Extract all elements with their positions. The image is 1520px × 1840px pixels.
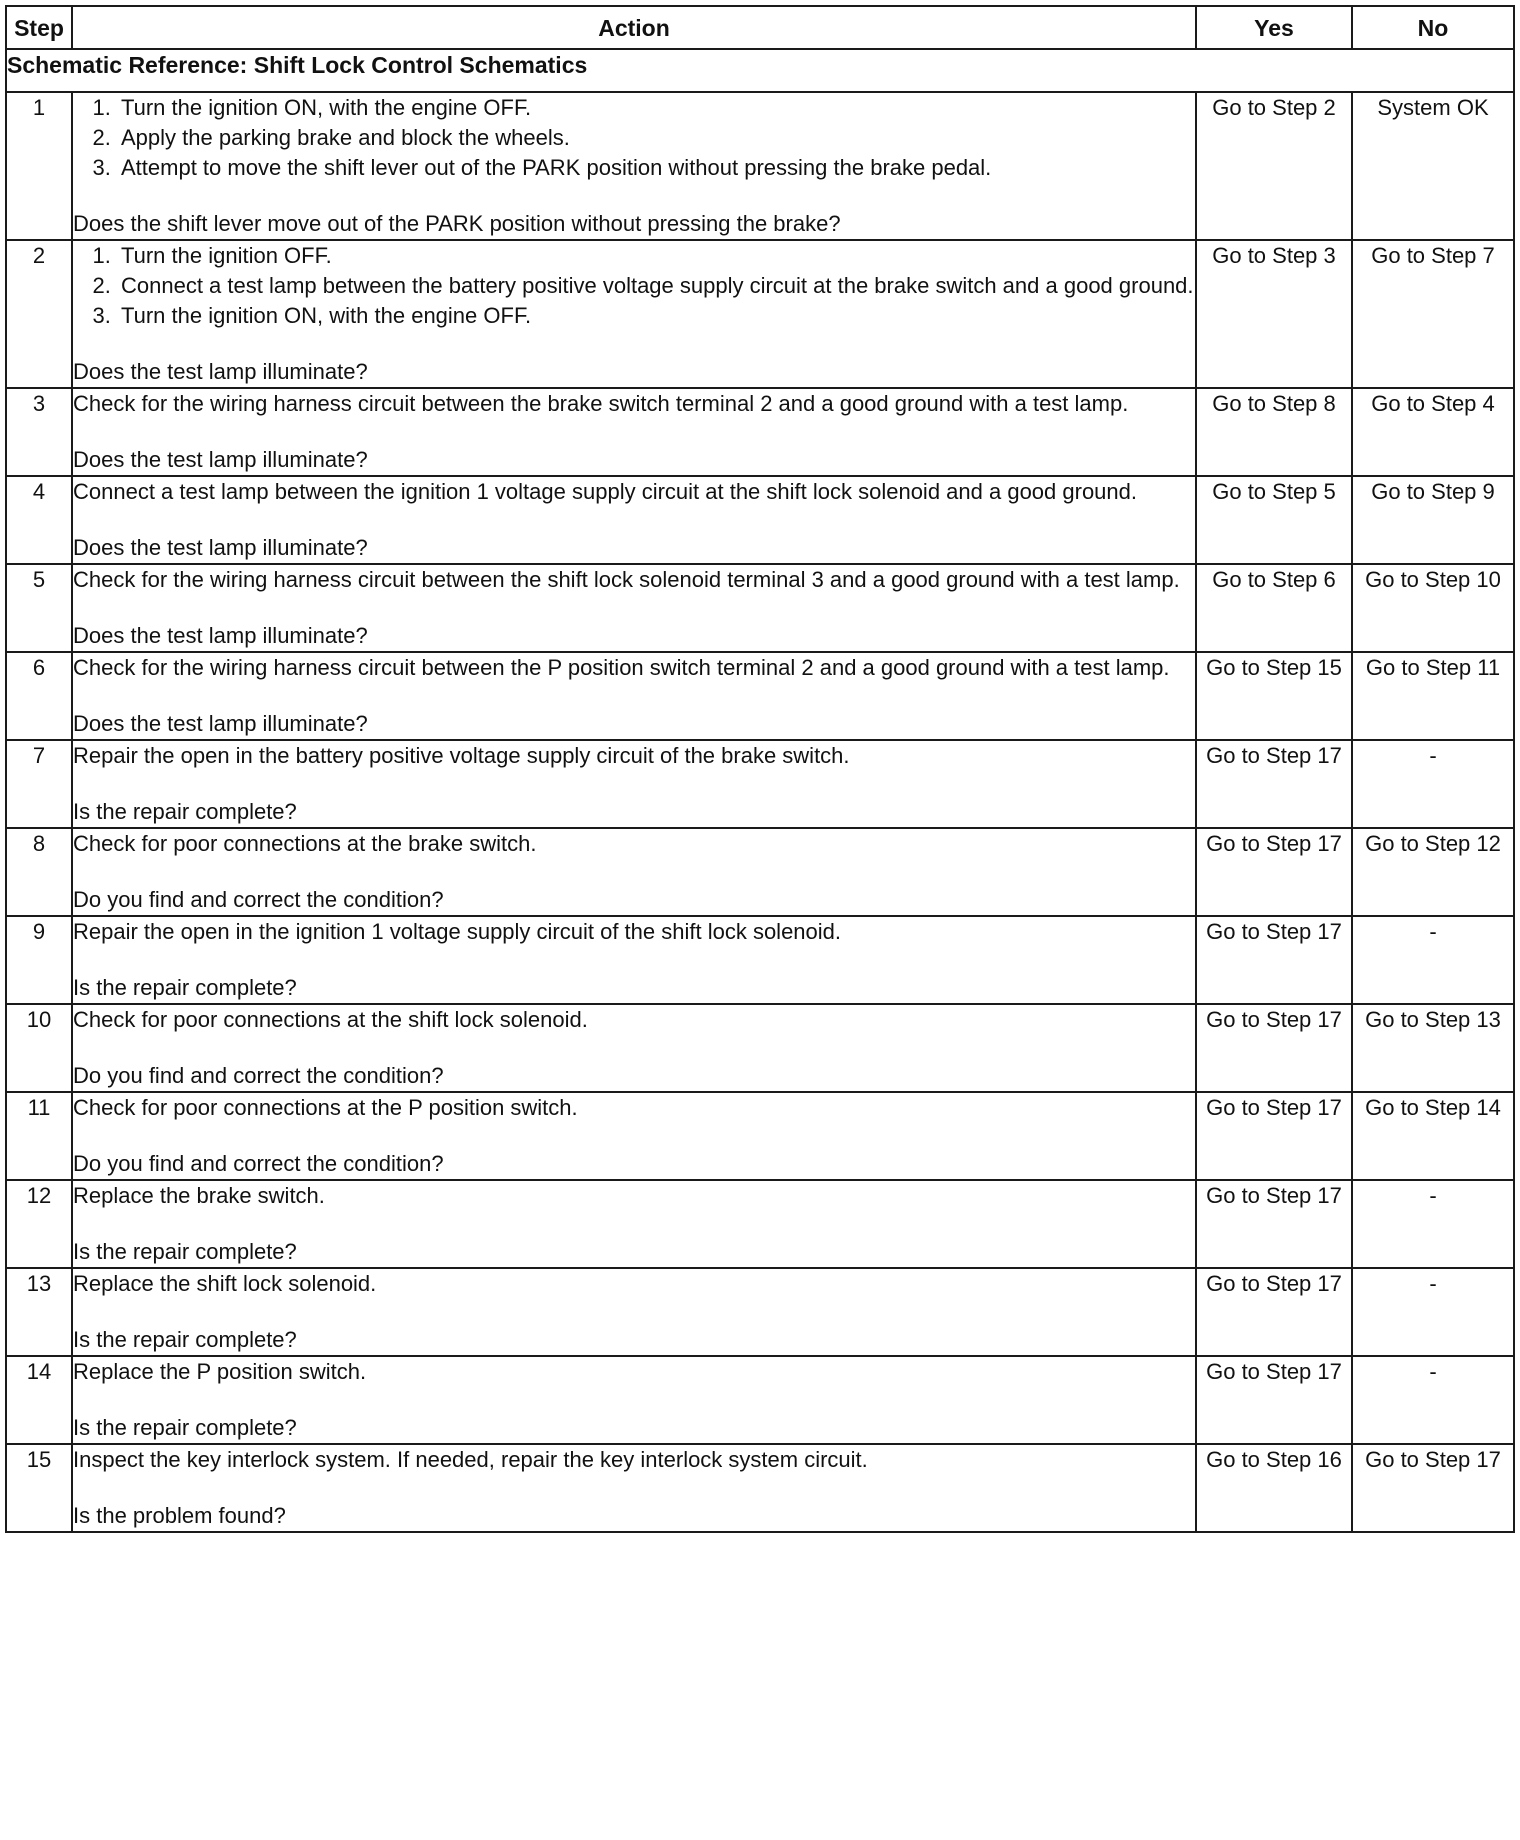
no-result: Go to Step 10 (1352, 564, 1514, 652)
step-number: 6 (6, 652, 72, 740)
action-question: Does the test lamp illuminate? (73, 447, 368, 472)
yes-result: Go to Step 17 (1196, 1180, 1352, 1268)
step-number: 14 (6, 1356, 72, 1444)
yes-result: Go to Step 17 (1196, 1268, 1352, 1356)
table-row (6, 564, 1514, 652)
action-text: Repair the open in the ignition 1 voltage supply circuit of the shift lock solenoid. (73, 919, 842, 944)
action-step-item: 1. Turn the ignition ON, with the engine OFF. (117, 93, 1195, 123)
action-question: Do you find and correct the condition? (73, 887, 444, 912)
table-row (6, 476, 1514, 564)
action-text: Repair the open in the battery positive voltage supply circuit of the brake switch. (73, 743, 850, 768)
action-question: Is the repair complete? (73, 1415, 297, 1440)
table-row (6, 916, 1514, 1004)
action-step-item: 2. Connect a test lamp between the battery positive voltage supply circuit at the brake switch and a good ground. (117, 271, 1195, 301)
action-step-item: 2. Apply the parking brake and block the wheels. (117, 123, 1195, 153)
table-row (6, 1092, 1514, 1180)
step-number: 10 (6, 1004, 72, 1092)
schematic-reference: Schematic Reference: Shift Lock Control Schematics (6, 49, 1514, 92)
yes-result: Go to Step 16 (1196, 1444, 1352, 1532)
table-row (6, 1004, 1514, 1092)
action-question: Is the repair complete? (73, 1239, 297, 1264)
action-cell (72, 476, 1196, 564)
action-question: Does the test lamp illuminate? (73, 623, 368, 648)
action-question: Does the test lamp illuminate? (73, 711, 368, 736)
action-text: Check for the wiring harness circuit between the shift lock solenoid terminal 3 and a good ground with a test lamp. (73, 567, 1180, 592)
action-text: Check for poor connections at the shift lock solenoid. (73, 1007, 588, 1032)
diagnostic-table-container (5, 5, 1513, 1533)
table-row (6, 240, 1514, 388)
no-result: Go to Step 9 (1352, 476, 1514, 564)
action-step-item: 3. Attempt to move the shift lever out of the PARK position without pressing the brake pedal. (117, 153, 1195, 183)
action-cell (72, 564, 1196, 652)
action-text: Inspect the key interlock system. If needed, repair the key interlock system circuit. (73, 1447, 868, 1472)
action-cell (72, 740, 1196, 828)
table-row (6, 828, 1514, 916)
no-result: - (1352, 740, 1514, 828)
yes-result: Go to Step 17 (1196, 740, 1352, 828)
step-number: 12 (6, 1180, 72, 1268)
diagnostic-table (5, 5, 1515, 1533)
table-row (6, 1180, 1514, 1268)
action-cell (72, 1444, 1196, 1532)
action-question: Is the repair complete? (73, 799, 297, 824)
action-cell (72, 1004, 1196, 1092)
step-number: 4 (6, 476, 72, 564)
action-question: Does the shift lever move out of the PARK position without pressing the brake? (73, 211, 841, 236)
action-cell (72, 1180, 1196, 1268)
action-question: Does the test lamp illuminate? (73, 359, 368, 384)
no-result: Go to Step 17 (1352, 1444, 1514, 1532)
no-result: - (1352, 1356, 1514, 1444)
header-no: No (1352, 6, 1514, 49)
action-cell (72, 388, 1196, 476)
yes-result: Go to Step 3 (1196, 240, 1352, 388)
yes-result: Go to Step 17 (1196, 916, 1352, 1004)
action-text: Connect a test lamp between the ignition 1 voltage supply circuit at the shift lock solenoid and a good ground. (73, 479, 1138, 504)
header-row (6, 6, 1514, 49)
table-row (6, 652, 1514, 740)
table-row (6, 740, 1514, 828)
step-number: 11 (6, 1092, 72, 1180)
action-text: Check for poor connections at the brake switch. (73, 831, 537, 856)
step-number: 2 (6, 240, 72, 388)
action-question: Is the repair complete? (73, 975, 297, 1000)
yes-result: Go to Step 5 (1196, 476, 1352, 564)
action-cell (72, 652, 1196, 740)
table-row (6, 92, 1514, 240)
step-number: 5 (6, 564, 72, 652)
header-action: Action (72, 6, 1196, 49)
action-question: Is the problem found? (73, 1503, 286, 1528)
yes-result: Go to Step 17 (1196, 828, 1352, 916)
header-yes: Yes (1196, 6, 1352, 49)
no-result: Go to Step 11 (1352, 652, 1514, 740)
step-number: 3 (6, 388, 72, 476)
no-result: Go to Step 14 (1352, 1092, 1514, 1180)
action-cell (72, 92, 1196, 240)
step-number: 9 (6, 916, 72, 1004)
table-row (6, 1268, 1514, 1356)
no-result: Go to Step 12 (1352, 828, 1514, 916)
table-row (6, 1444, 1514, 1532)
action-cell (72, 240, 1196, 388)
action-cell (72, 1092, 1196, 1180)
no-result: Go to Step 7 (1352, 240, 1514, 388)
action-cell (72, 1356, 1196, 1444)
table-row (6, 1356, 1514, 1444)
action-cell (72, 828, 1196, 916)
step-number: 15 (6, 1444, 72, 1532)
action-steps-list (73, 241, 1195, 331)
step-number: 8 (6, 828, 72, 916)
action-text: Replace the shift lock solenoid. (73, 1271, 377, 1296)
no-result: - (1352, 916, 1514, 1004)
header-step: Step (6, 6, 72, 49)
table-body (6, 49, 1514, 1532)
yes-result: Go to Step 6 (1196, 564, 1352, 652)
no-result: Go to Step 13 (1352, 1004, 1514, 1092)
yes-result: Go to Step 17 (1196, 1004, 1352, 1092)
action-step-item: 3. Turn the ignition ON, with the engine OFF. (117, 301, 1195, 331)
action-text: Check for the wiring harness circuit between the P position switch terminal 2 and a good ground with a test lamp. (73, 655, 1170, 680)
yes-result: Go to Step 17 (1196, 1356, 1352, 1444)
no-result: System OK (1352, 92, 1514, 240)
action-cell (72, 916, 1196, 1004)
no-result: - (1352, 1268, 1514, 1356)
action-question: Is the repair complete? (73, 1327, 297, 1352)
yes-result: Go to Step 2 (1196, 92, 1352, 240)
action-question: Does the test lamp illuminate? (73, 535, 368, 560)
action-text: Check for the wiring harness circuit between the brake switch terminal 2 and a good ground with a test lamp. (73, 391, 1129, 416)
no-result: - (1352, 1180, 1514, 1268)
action-text: Check for poor connections at the P position switch. (73, 1095, 578, 1120)
action-question: Do you find and correct the condition? (73, 1151, 444, 1176)
yes-result: Go to Step 17 (1196, 1092, 1352, 1180)
step-number: 1 (6, 92, 72, 240)
yes-result: Go to Step 15 (1196, 652, 1352, 740)
action-cell (72, 1268, 1196, 1356)
yes-result: Go to Step 8 (1196, 388, 1352, 476)
action-step-item: 1. Turn the ignition OFF. (117, 241, 1195, 271)
table-row (6, 388, 1514, 476)
action-steps-list (73, 93, 1195, 183)
schematic-reference-row (6, 49, 1514, 92)
no-result: Go to Step 4 (1352, 388, 1514, 476)
step-number: 7 (6, 740, 72, 828)
action-question: Do you find and correct the condition? (73, 1063, 444, 1088)
step-number: 13 (6, 1268, 72, 1356)
action-text: Replace the brake switch. (73, 1183, 325, 1208)
action-text: Replace the P position switch. (73, 1359, 367, 1384)
